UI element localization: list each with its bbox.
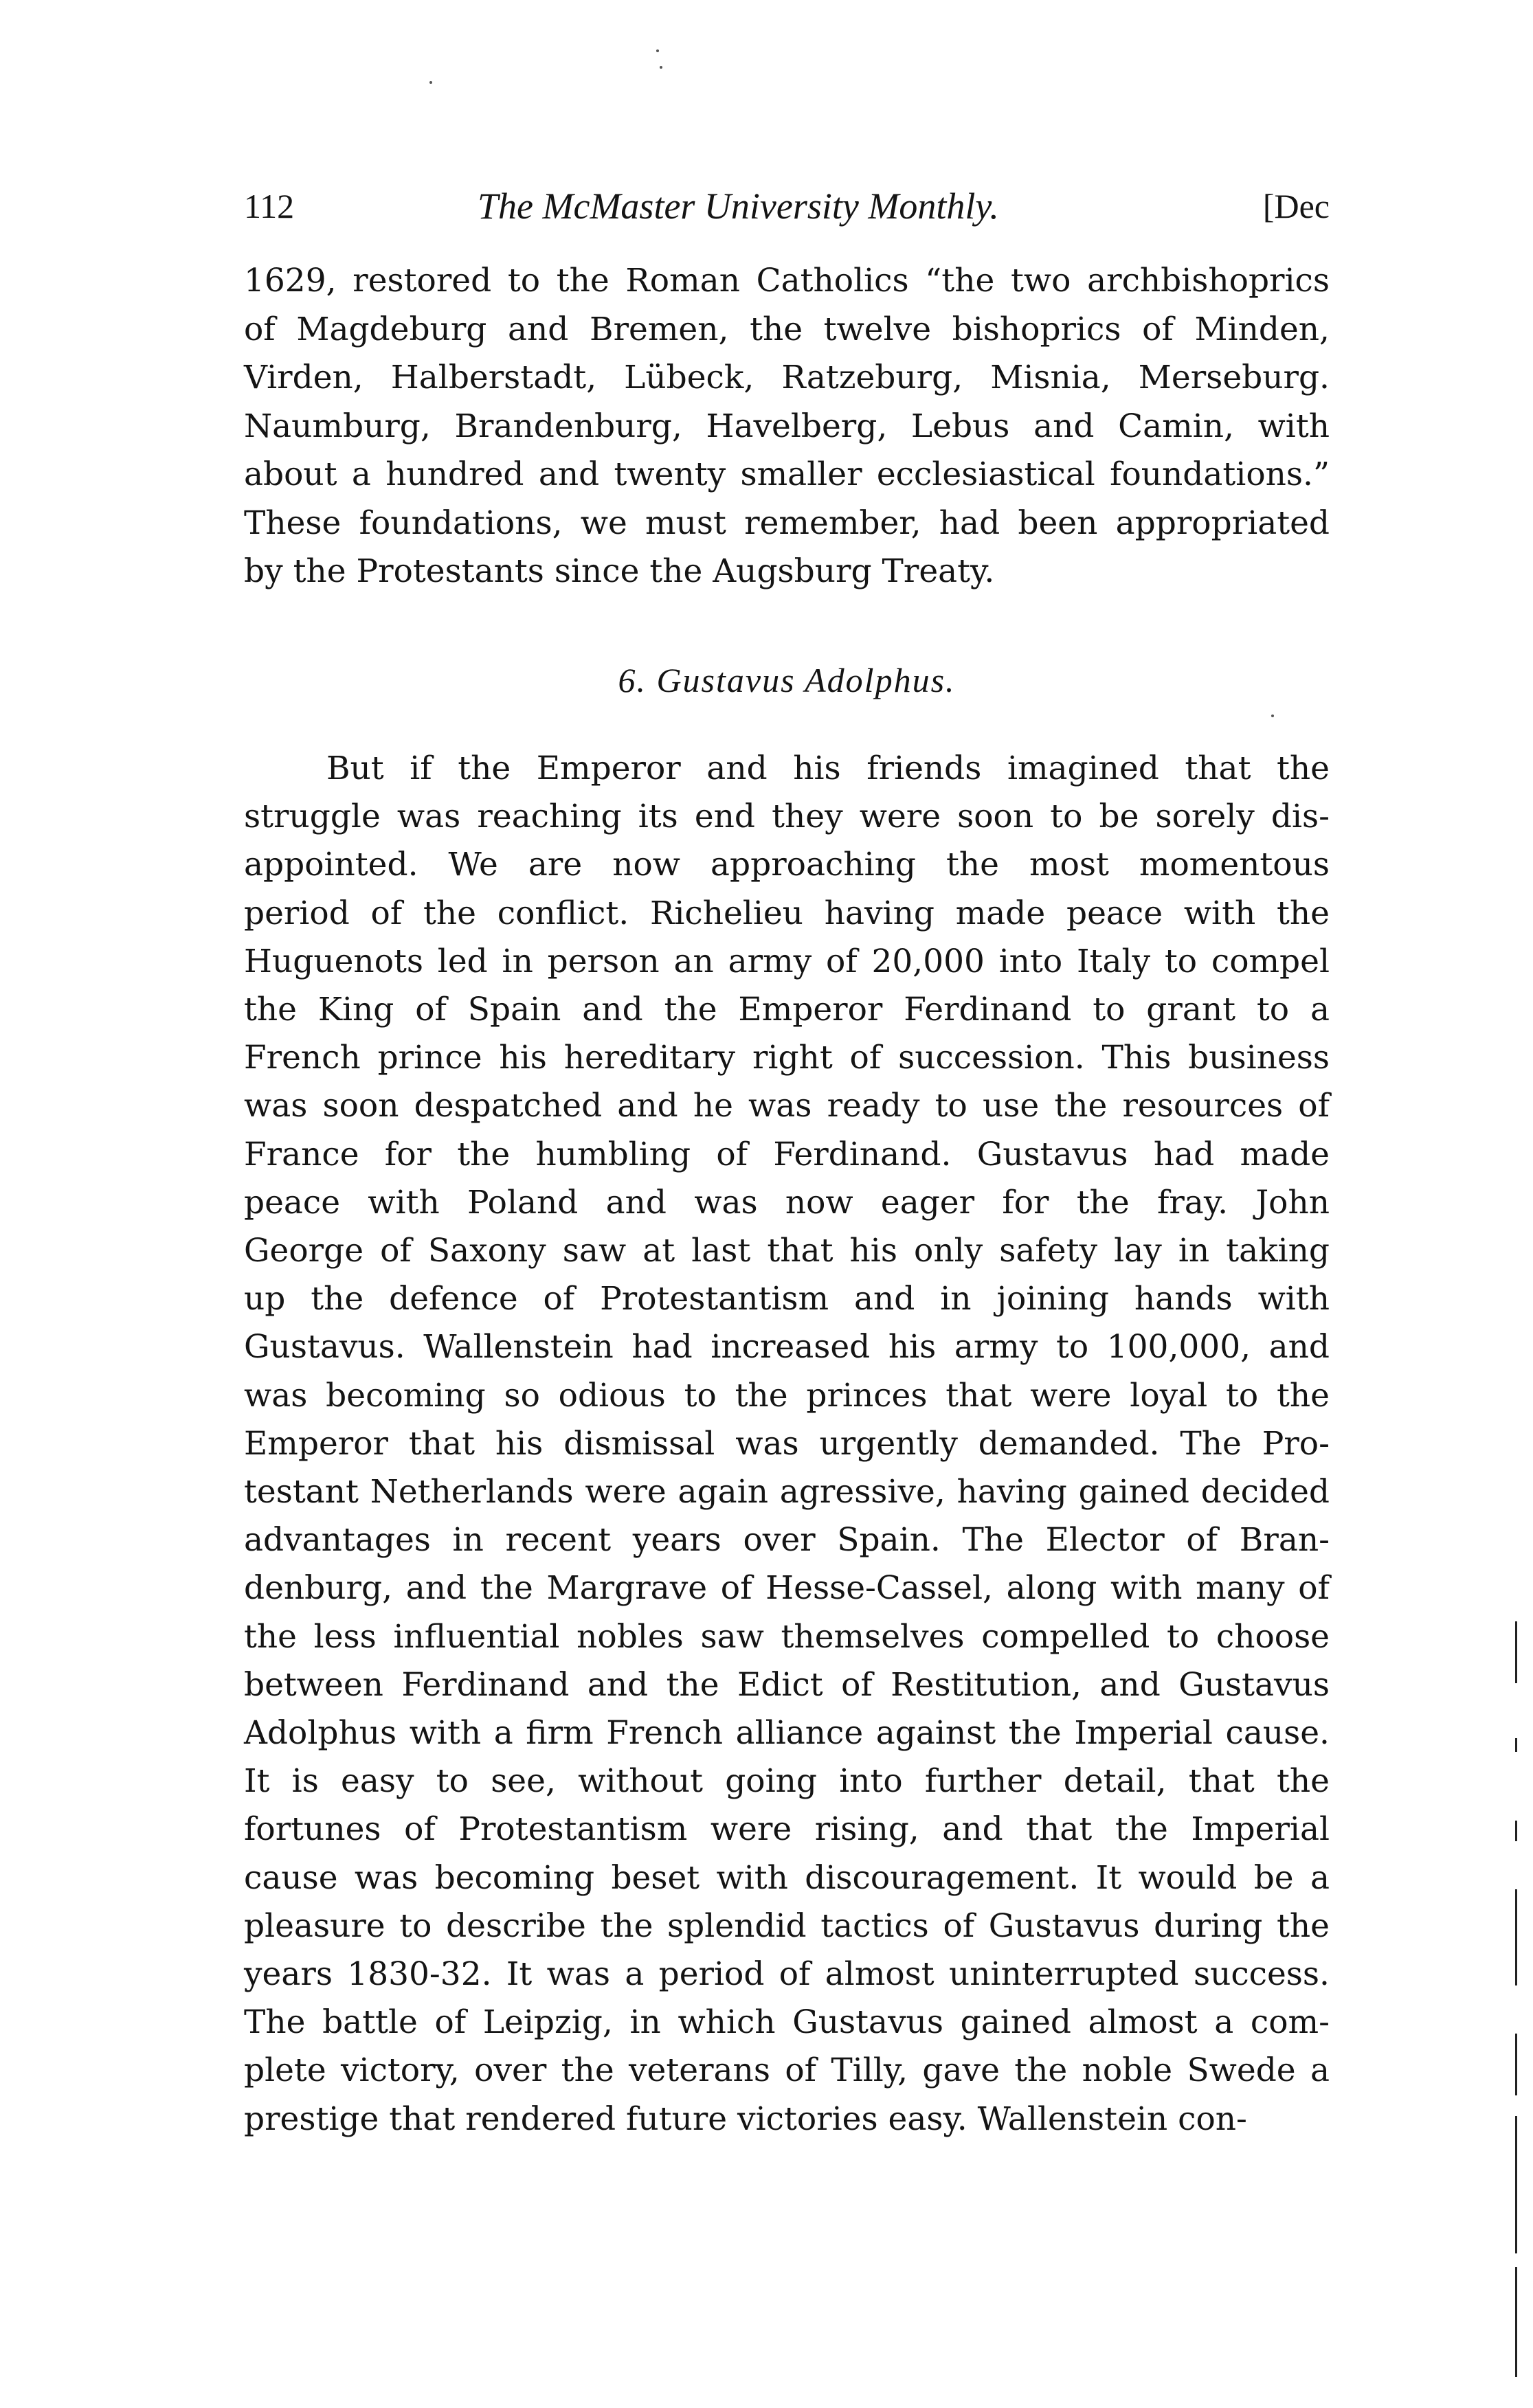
- text-line: was becoming so odious to the princes that were loyal to the: [244, 1376, 1330, 1415]
- scan-margin-rule: [1515, 1738, 1517, 1752]
- page-number: 112: [244, 187, 295, 225]
- scan-speck: [656, 49, 659, 52]
- text-line: Emperor that his dismissal was urgently demanded. The Pro-: [244, 1424, 1330, 1463]
- text-line: prestige that rendered future victories easy. Wallenstein con-: [244, 2100, 1247, 2138]
- text-line: up the defence of Protestantism and in joining hands with: [244, 1280, 1330, 1318]
- header-date-fragment: [Dec: [1262, 187, 1330, 225]
- text-line: These foundations, we must remember, had been appropriated: [244, 504, 1330, 542]
- text-line: by the Protestants since the Augsburg Treaty.: [244, 552, 995, 590]
- text-line: denburg, and the Margrave of Hesse-Cassel, along with many of: [244, 1569, 1330, 1608]
- scan-margin-rule: [1515, 1821, 1517, 1841]
- scan-speck: [660, 66, 662, 69]
- text-line: period of the conflict. Richelieu having made peace with the: [244, 894, 1330, 932]
- text-line: The battle of Leipzig, in which Gustavus gained almost a com-: [244, 2003, 1330, 2042]
- scan-margin-rule: [1515, 1889, 1517, 1985]
- text-line: It is easy to see, without going into further detail, that the: [244, 1762, 1330, 1801]
- text-line: the King of Spain and the Emperor Ferdinand to grant to a: [244, 991, 1330, 1028]
- text-line: George of Saxony saw at last that his only safety lay in taking: [244, 1232, 1330, 1270]
- section-heading: 6. Gustavus Adolphus.: [618, 661, 956, 699]
- text-line: struggle was reaching its end they were soon to be sorely dis-: [244, 798, 1330, 836]
- scan-margin-rule: [1515, 1621, 1517, 1683]
- text-line: plete victory, over the veterans of Tilly, gave the noble Swede a: [244, 2051, 1330, 2090]
- text-line: between Ferdinand and the Edict of Restitution, and Gustavus: [244, 1665, 1330, 1704]
- text-line: But if the Emperor and his friends imagined that the: [326, 750, 1330, 787]
- text-line: cause was becoming beset with discouragement. It would be a: [244, 1858, 1330, 1897]
- text-line: peace with Poland and was now eager for the fray. John: [244, 1183, 1330, 1222]
- scan-speck: [429, 81, 432, 84]
- text-line: Gustavus. Wallenstein had increased his army to 100,000, and: [244, 1328, 1330, 1366]
- text-line: the less influential nobles saw themselves compelled to choose: [244, 1617, 1330, 1656]
- scan-margin-rule: [1515, 2034, 1517, 2095]
- text-line: appointed. We are now approaching the most momentous: [244, 846, 1330, 884]
- text-line: of Magdeburg and Bremen, the twelve bishoprics of Minden,: [244, 310, 1330, 348]
- text-line: was soon despatched and he was ready to use the resources of: [244, 1087, 1330, 1125]
- text-line: about a hundred and twenty smaller ecclesiastical foundations.”: [244, 455, 1330, 493]
- text-line: testant Netherlands were again agressive, having gained decided: [244, 1473, 1330, 1511]
- running-title: The McMaster University Monthly.: [478, 185, 999, 227]
- text-line: Naumburg, Brandenburg, Havelberg, Lebus and Camin, with: [244, 407, 1330, 445]
- text-line: Virden, Halberstadt, Lübeck, Ratzeburg, Misnia, Merseburg.: [244, 359, 1330, 396]
- text-line: years 1830-32. It was a period of almost uninterrupted success.: [244, 1955, 1330, 1993]
- scan-margin-rule: [1515, 2116, 1517, 2253]
- scan-speck: [1271, 714, 1274, 717]
- scan-margin-rule: [1515, 2267, 1517, 2377]
- text-line: advantages in recent years over Spain. The Elector of Bran-: [244, 1521, 1330, 1560]
- running-header: [244, 179, 1330, 234]
- text-line: fortunes of Protestantism were rising, and that the Imperial: [244, 1810, 1330, 1849]
- text-line: Huguenots led in person an army of 20,000 into Italy to compel: [244, 942, 1330, 980]
- text-line: 1629, restored to the Roman Catholics “the two archbishoprics: [244, 262, 1330, 300]
- text-line: Adolphus with a firm French alliance against the Imperial cause.: [244, 1714, 1330, 1752]
- text-line: France for the humbling of Ferdinand. Gustavus had made: [244, 1135, 1330, 1173]
- text-line: French prince his hereditary right of succession. This business: [244, 1039, 1330, 1077]
- text-line: pleasure to describe the splendid tactics of Gustavus during the: [244, 1906, 1330, 1945]
